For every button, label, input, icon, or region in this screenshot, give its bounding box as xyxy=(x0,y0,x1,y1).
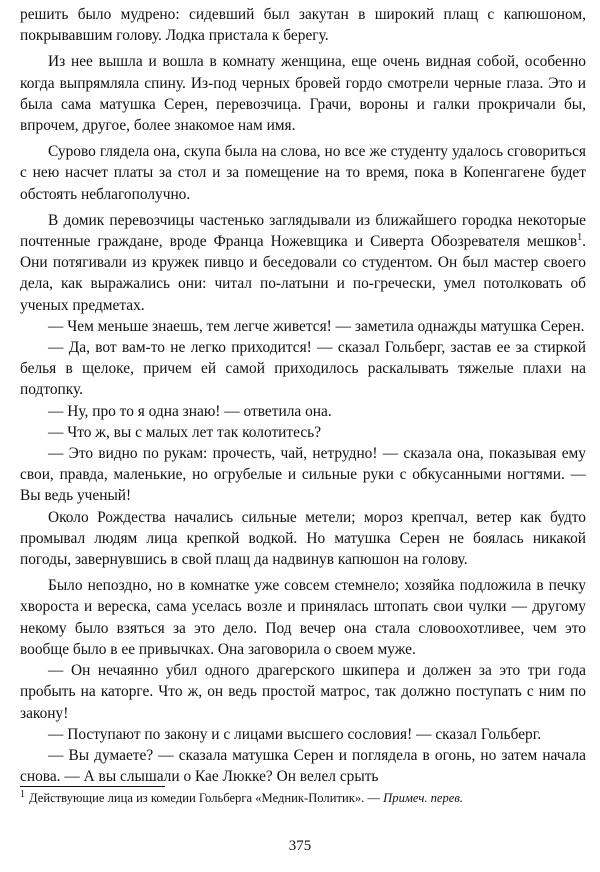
dialogue-line: — Он нечаянно убил одного драгерского шкипера и должен за это три года пробыть на каторге. Что ж, он ведь простой матрос, так должно поступать с ним по закону! xyxy=(20,662,586,722)
paragraph-text: В домик перевозчицы частенько заглядывали из ближайшего городка некоторые почтенные граждане, вроде Франца Ножевщика и Сиверта Обозревателя мешков xyxy=(20,211,586,251)
dialogue-line: — Что ж, вы с малых лет так колотитесь? xyxy=(48,423,322,441)
dialogue-line: — Ну, про то я одна знаю! — ответила она. xyxy=(48,402,332,420)
page-number: 375 xyxy=(288,838,312,854)
dialogue-line: — Поступают по закону и с лицами высшего сословия! — сказал Гольберг. xyxy=(48,725,542,743)
footnote-reference: 1 xyxy=(577,231,583,243)
paragraph: Было непоздно, но в комнатке уже совсем стемнело; хозяйка подложила в печку хвороста и вереска, сама уселась возле и принялась штопать свои чулки — другому некому было взяться за это дело. Под вечер она стала словоохотливее, чем это вообще было в ее привычках. Она заговорила о своем муже. xyxy=(20,577,586,658)
footnote-translator-note: Примеч. перев. xyxy=(383,791,464,805)
dialogue-line: — Вы думаете? — сказала матушка Серен и поглядела в огонь, но затем начала снова. — А вы слышали о Кае Люкке? Он велел срыть xyxy=(20,746,586,786)
dialogue-line: — Чем меньше знаешь, тем легче живется! — заметила однажды матушка Серен. xyxy=(48,317,585,335)
dialogue-line: — Да, вот вам-то не легко приходится! — сказал Гольберг, застав ее за стиркой белья в щелоке, причем ей самой приходилось раскалывать тяжелые плахи на подтопку. xyxy=(20,339,586,399)
paragraph: Около Рождества начались сильные метели; мороз крепчал, ветер как будто промывал людям лица крепкой водкой. Но матушка Серен не боялась никакой погоды, завернувшись в свой плащ да надвинув капюшон на голову. xyxy=(20,508,586,569)
footnote xyxy=(20,790,586,807)
footnote-divider xyxy=(20,786,165,787)
dialogue-line: — Это видно по рукам: прочесть, чай, нетрудно! — сказала она, показывая ему свои, правда, маленькие, но огрубелые и сильные руки с обкусанными ногтями. — Вы ведь ученый! xyxy=(20,445,586,505)
paragraph-text-tail: . Они потягивали из кружек пивцо и беседовали со студентом. Он был мастер своего дела, как выражались они: читал по-латыни и по-гречески, умел потолковать об ученых предметах. xyxy=(20,233,586,314)
paragraph: Сурово глядела она, скупа была на слова, но все же студенту удалось сговориться с нею насчет платы за стол и за помещение на то время, пока в Копенгагене будет обстоять неблагополучно. xyxy=(20,143,586,203)
paragraph: Из нее вышла и вошла в комнату женщина, еще очень видная собой, особенно когда выпрямляла спину. Из-под черных бровей гордо смотрели черные глаза. Это и была сама матушка Серен, перевозчица. Грачи, вороны и галки прокричали бы, впрочем, другое, более знакомое нам имя. xyxy=(20,53,586,135)
footnote-text: Действующие лица из комедии Гольберга «Медник-Политик». — xyxy=(29,791,381,805)
footnote-mark: 1 xyxy=(20,788,25,800)
paragraph-continuation: решить было мудрено: сидевший был закутан в широкий плащ с капюшоном, покрывавшим голову. Лодка пристала к берегу. xyxy=(20,6,586,45)
paragraph-with-footnote xyxy=(20,210,586,316)
body-text xyxy=(20,4,586,787)
